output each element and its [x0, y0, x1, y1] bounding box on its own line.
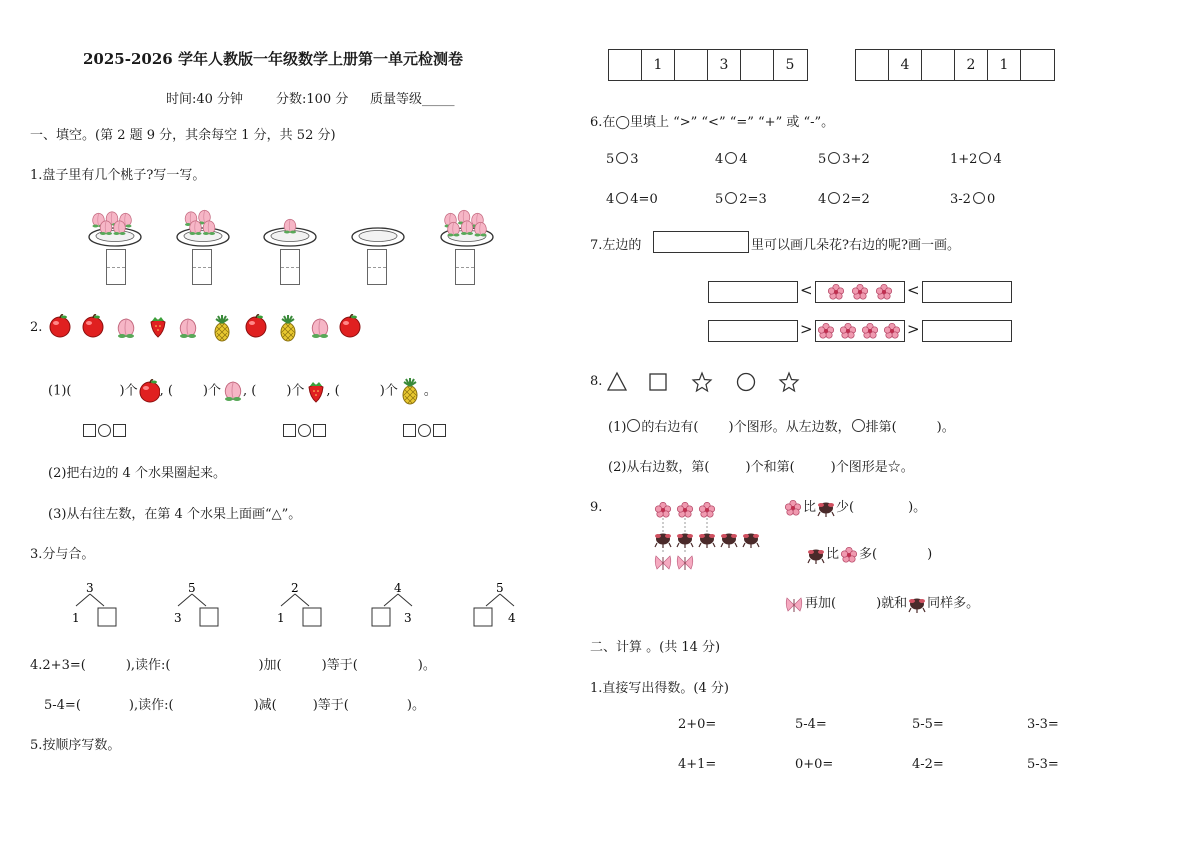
answer-box[interactable] — [455, 249, 475, 285]
section-calc-heading: 二、计算 。(共 14 分) — [590, 640, 721, 655]
compare-expr: 1+2 4 — [950, 152, 1002, 167]
peach-icon — [221, 379, 243, 403]
section-fill-heading: 一、填空。(第 2 题 9 分，其余每空 1 分，共 52 分) — [30, 128, 336, 143]
bug-icon — [699, 534, 715, 549]
exam-time: 时间:40 分钟 — [166, 92, 244, 107]
compare-expr: 5 3+2 — [818, 152, 870, 167]
question-3: 3.分与合。 — [30, 547, 95, 562]
svg-text:5: 5 — [188, 581, 196, 595]
compare-blank[interactable] — [402, 424, 447, 440]
apple-icon — [138, 379, 160, 403]
apple-icon — [340, 315, 360, 337]
circle-icon — [627, 419, 640, 432]
question-2-part-2: (2)把右边的 4 个水果圈起来。 — [48, 466, 226, 481]
answer-circle[interactable] — [828, 192, 840, 204]
bug-icon — [677, 534, 693, 549]
flower-icon — [699, 502, 714, 517]
calc-item: 5-3= — [1027, 757, 1059, 772]
sequence-cell: 1 — [642, 50, 675, 80]
peach-icon — [118, 319, 134, 338]
pineapple-icon — [281, 315, 295, 341]
question-8-part-1: (1) 的右边有( )个图形。从左边数， 排第( )。 — [608, 420, 955, 435]
answer-circle[interactable] — [616, 192, 628, 204]
answer-circle[interactable] — [725, 152, 737, 164]
flower-icon — [852, 284, 867, 299]
answer-circle[interactable] — [828, 152, 840, 164]
question-8-number: 8. — [590, 374, 603, 389]
flower-icon — [818, 323, 833, 338]
answer-circle[interactable] — [725, 192, 737, 204]
sequence-cell: 5 — [785, 57, 795, 73]
flower-box — [815, 281, 905, 303]
triangle-icon — [608, 373, 626, 390]
compare-expr: 4 2=2 — [818, 192, 870, 207]
answer-circle[interactable] — [979, 152, 991, 164]
flower-icon — [876, 284, 891, 299]
number-tree — [275, 580, 335, 634]
pineapple-icon — [398, 377, 424, 405]
bug-icon — [743, 534, 759, 549]
number-tree — [70, 580, 130, 634]
question-2-number: 2. — [30, 320, 43, 335]
calc-item: 4+1= — [678, 757, 717, 772]
flower-box — [815, 320, 905, 342]
apple-icon — [50, 315, 70, 337]
answer-box[interactable] — [192, 249, 212, 285]
compare-blank[interactable] — [82, 424, 127, 440]
question-6: 6.在◯里填上 “>” “<” “=” “+” 或 “-”。 — [590, 115, 835, 130]
compare-expr: 5 3 — [606, 152, 639, 167]
flower-icon — [862, 323, 877, 338]
svg-text:2: 2 — [291, 581, 299, 595]
question-7-b: 里可以画几朵花?右边的呢?画一画。 — [751, 238, 960, 253]
circle-icon — [852, 419, 865, 432]
apple-icon — [246, 315, 266, 337]
less-than-sign: < — [800, 281, 813, 299]
quality-grade: 质量等级_____ — [370, 92, 455, 107]
svg-text:1: 1 — [72, 611, 80, 625]
calc-item: 4-2= — [912, 757, 944, 772]
number-tree — [370, 580, 430, 634]
compare-expr: 4 4=0 — [606, 192, 658, 207]
svg-text:5: 5 — [496, 581, 504, 595]
draw-box[interactable] — [708, 281, 798, 303]
svg-text:4: 4 — [394, 581, 402, 595]
flower-icon — [839, 545, 859, 565]
bug-icon — [721, 534, 737, 549]
question-1: 1.盘子里有几个桃子?写一写。 — [30, 168, 206, 183]
peach-icon — [312, 319, 328, 338]
flower-icon — [828, 284, 843, 299]
sequence-cell[interactable] — [741, 50, 774, 80]
pineapple-icon — [215, 315, 229, 341]
answer-box[interactable] — [280, 249, 300, 285]
svg-text:1: 1 — [277, 611, 285, 625]
question-5: 5.按顺序写数。 — [30, 738, 121, 753]
bug-icon — [816, 498, 836, 518]
sequence-cell[interactable] — [856, 50, 889, 80]
bug-icon — [806, 545, 826, 565]
flower-icon — [884, 323, 899, 338]
circle-icon — [738, 374, 755, 391]
sequence-cell: 2 — [955, 50, 988, 80]
draw-box[interactable] — [922, 320, 1012, 342]
question-9-line-3: 再加( )就和 同样多。 — [783, 592, 979, 614]
draw-box[interactable] — [708, 320, 798, 342]
compare-expr: 4 4 — [715, 152, 748, 167]
draw-box[interactable] — [922, 281, 1012, 303]
svg-text:3: 3 — [174, 611, 182, 625]
question-9-line-1: 比 少( )。 — [783, 496, 926, 518]
plate-with-peaches — [260, 205, 320, 254]
butterfly-icon — [677, 556, 693, 570]
fruit-row — [48, 312, 368, 346]
sequence-cell[interactable] — [922, 50, 955, 80]
question-4-line-2: 5-4=( ),读作:( )减( )等于( )。 — [44, 698, 425, 713]
question-8-part-2: (2)从右边数，第( )个和第( )个图形是☆。 — [608, 460, 914, 475]
peach-icon — [180, 319, 196, 338]
less-than-sign: < — [907, 281, 920, 299]
answer-box[interactable] — [367, 249, 387, 285]
exam-score: 分数:100 分 — [276, 92, 349, 107]
answer-circle[interactable] — [616, 152, 628, 164]
sequence-cell[interactable] — [675, 50, 708, 80]
shape-row — [605, 370, 805, 398]
sequence-cell: 1 — [988, 50, 1021, 80]
calc-item: 0+0= — [795, 757, 834, 772]
inline-box — [653, 231, 749, 253]
question-7-a: 7.左边的 — [590, 238, 642, 253]
calc-item: 5-4= — [795, 717, 827, 732]
empty-plate — [348, 205, 408, 254]
flower-icon — [677, 502, 692, 517]
compare-blank[interactable] — [282, 424, 327, 440]
svg-text:4: 4 — [508, 611, 516, 625]
butterfly-icon — [655, 556, 671, 570]
question-9-line-2: 比 多( ) — [806, 543, 932, 565]
flower-icon — [783, 498, 803, 518]
sequence-cell: 3 — [708, 50, 741, 80]
question-9-number: 9. — [590, 500, 603, 515]
compare-expr: 3-2 0 — [950, 192, 996, 207]
compare-expr: 5 2=3 — [715, 192, 767, 207]
calc-item: 5-5= — [912, 717, 944, 732]
svg-text:3: 3 — [404, 611, 412, 625]
answer-circle[interactable] — [973, 192, 985, 204]
tree-top: 3 — [86, 581, 94, 595]
apple-icon — [83, 315, 103, 337]
question-4-line-1: 4.2+3=( ),读作:( )加( )等于( )。 — [30, 658, 436, 673]
butterfly-icon — [783, 594, 805, 614]
sequence-boxes-2 — [855, 49, 1055, 81]
number-tree — [172, 580, 232, 634]
square-icon — [650, 374, 666, 390]
question-2-part-3: (3)从右往左数，在第 4 个水果上面画“△”。 — [48, 507, 302, 522]
star-icon — [693, 373, 711, 391]
question-2-part-1: (1)( )个 , ( )个 , ( )个 , ( )个 。 — [48, 377, 437, 405]
plate-with-peaches — [173, 205, 233, 254]
sequence-cell: 4 — [889, 50, 922, 80]
plate-with-peaches — [437, 205, 497, 254]
strawberry-icon — [151, 317, 165, 337]
greater-than-sign: > — [907, 320, 920, 338]
calc-item: 3-3= — [1027, 717, 1059, 732]
page-title: 2025-2026 学年人教版一年级数学上册第一单元检测卷 — [83, 50, 463, 68]
bug-icon — [655, 534, 671, 549]
bug-icon — [907, 594, 927, 614]
plate-with-peaches — [85, 205, 145, 254]
answer-box[interactable] — [106, 249, 126, 285]
number-tree — [472, 580, 532, 634]
star-icon — [780, 373, 798, 391]
flower-icon — [840, 323, 855, 338]
counting-picture — [650, 502, 760, 576]
sequence-boxes-1 — [608, 49, 808, 81]
sequence-cell[interactable] — [609, 50, 642, 80]
greater-than-sign: > — [800, 320, 813, 338]
sequence-cell[interactable] — [1021, 50, 1053, 80]
calc-question-1: 1.直接写出得数。(4 分) — [590, 681, 729, 696]
strawberry-icon — [304, 379, 326, 403]
flower-icon — [655, 502, 670, 517]
calc-item: 2+0= — [678, 717, 717, 732]
